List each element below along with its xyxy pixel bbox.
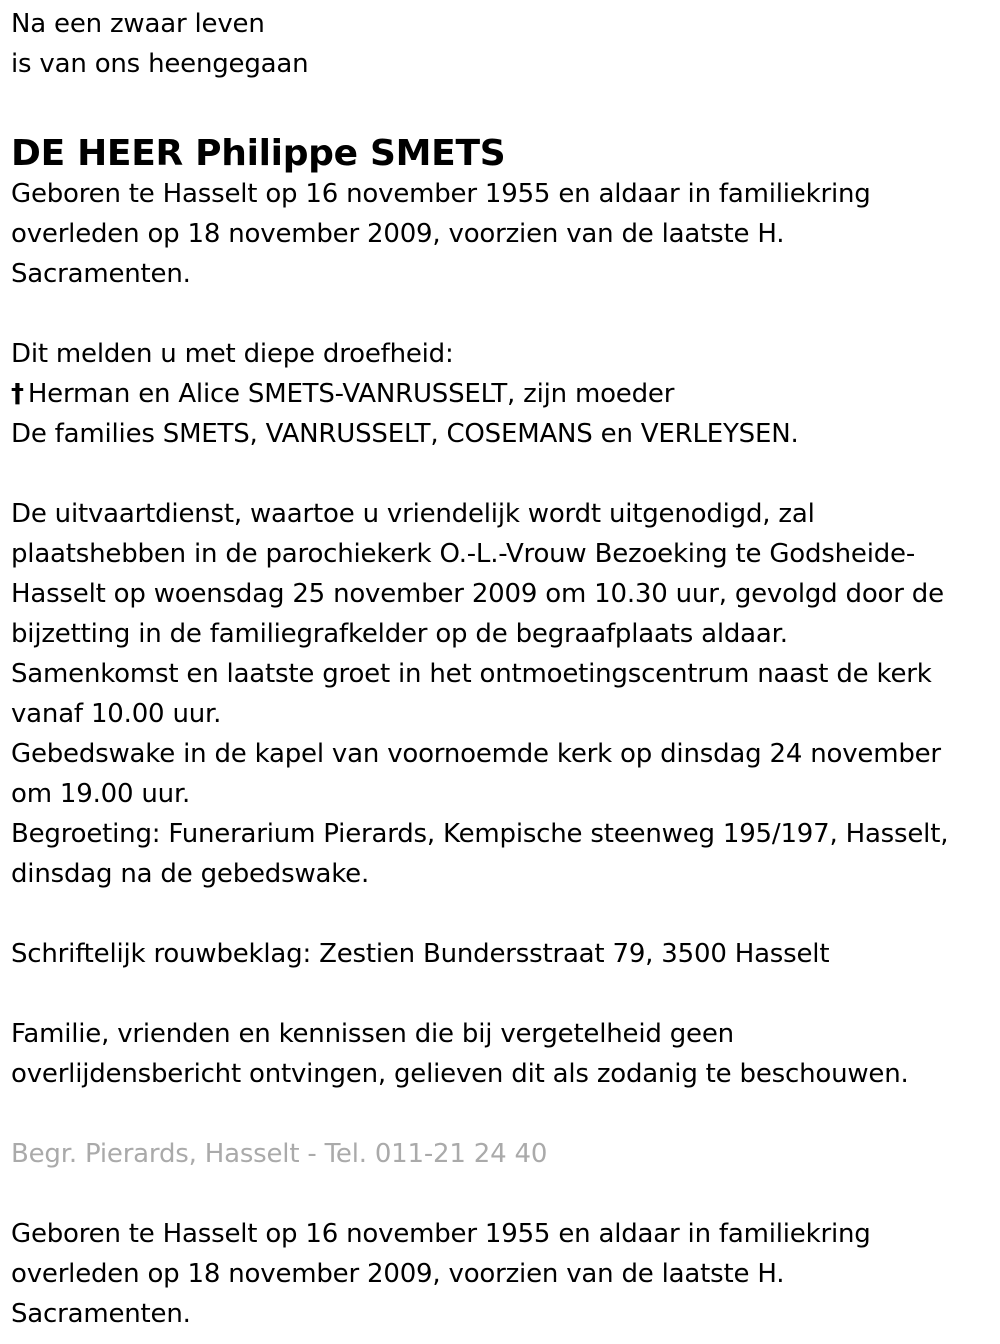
service-line-4: bijzetting in de familiegrafkelder op de begraafplaats aldaar. — [11, 619, 788, 649]
birth-death-line-2: overleden op 18 november 2009, voorzien van de laatste H. — [11, 219, 785, 249]
birth-death-repeat-line-2: overleden op 18 november 2009, voorzien van de laatste H. — [11, 1259, 785, 1289]
service-line-1: De uitvaartdienst, waartoe u vriendelijk wordt uitgenodigd, zal — [11, 499, 815, 529]
deceased-name-title: DE HEER Philippe SMETS — [11, 133, 506, 174]
announcers-families: De families SMETS, VANRUSSELT, COSEMANS en VERLEYSEN. — [11, 419, 799, 449]
service-line-10: dinsdag na de gebedswake. — [11, 859, 370, 889]
service-line-6: vanaf 10.00 uur. — [11, 699, 222, 729]
notice-line-2: overlijdensbericht ontvingen, gelieven dit als zodanig te beschouwen. — [11, 1059, 909, 1089]
service-line-2: plaatshebben in de parochiekerk O.-L.-Vrouw Bezoeking te Godsheide- — [11, 539, 916, 569]
birth-death-repeat-line-1: Geboren te Hasselt op 16 november 1955 en aldaar in familiekring — [11, 1219, 871, 1249]
intro-line-1: Na een zwaar leven — [11, 9, 265, 39]
cross-icon: † — [11, 379, 24, 409]
birth-death-repeat-line-3: Sacramenten. — [11, 1299, 191, 1329]
parents-text: Herman en Alice SMETS-VANRUSSELT, zijn moeder — [27, 379, 675, 409]
notice-line-1: Familie, vrienden en kennissen die bij vergetelheid geen — [11, 1019, 734, 1049]
obituary-document — [11, 4, 991, 1334]
service-line-9: Begroeting: Funerarium Pierards, Kempische steenweg 195/197, Hasselt, — [11, 819, 949, 849]
undertaker-info: Begr. Pierards, Hasselt - Tel. 011-21 24 40 — [11, 1139, 548, 1169]
birth-death-line-3: Sacramenten. — [11, 259, 191, 289]
announcers-parents — [11, 374, 991, 414]
service-line-3: Hasselt op woensdag 25 november 2009 om 10.30 uur, gevolgd door de — [11, 579, 944, 609]
condolence-address: Schriftelijk rouwbeklag: Zestien Bundersstraat 79, 3500 Hasselt — [11, 939, 830, 969]
intro-line-2: is van ons heengegaan — [11, 49, 309, 79]
announcers-heading: Dit melden u met diepe droefheid: — [11, 339, 454, 369]
birth-death-line-1: Geboren te Hasselt op 16 november 1955 en aldaar in familiekring — [11, 179, 871, 209]
service-line-5: Samenkomst en laatste groet in het ontmoetingscentrum naast de kerk — [11, 659, 932, 689]
service-line-8: om 19.00 uur. — [11, 779, 191, 809]
service-line-7: Gebedswake in de kapel van voornoemde kerk op dinsdag 24 november — [11, 739, 941, 769]
